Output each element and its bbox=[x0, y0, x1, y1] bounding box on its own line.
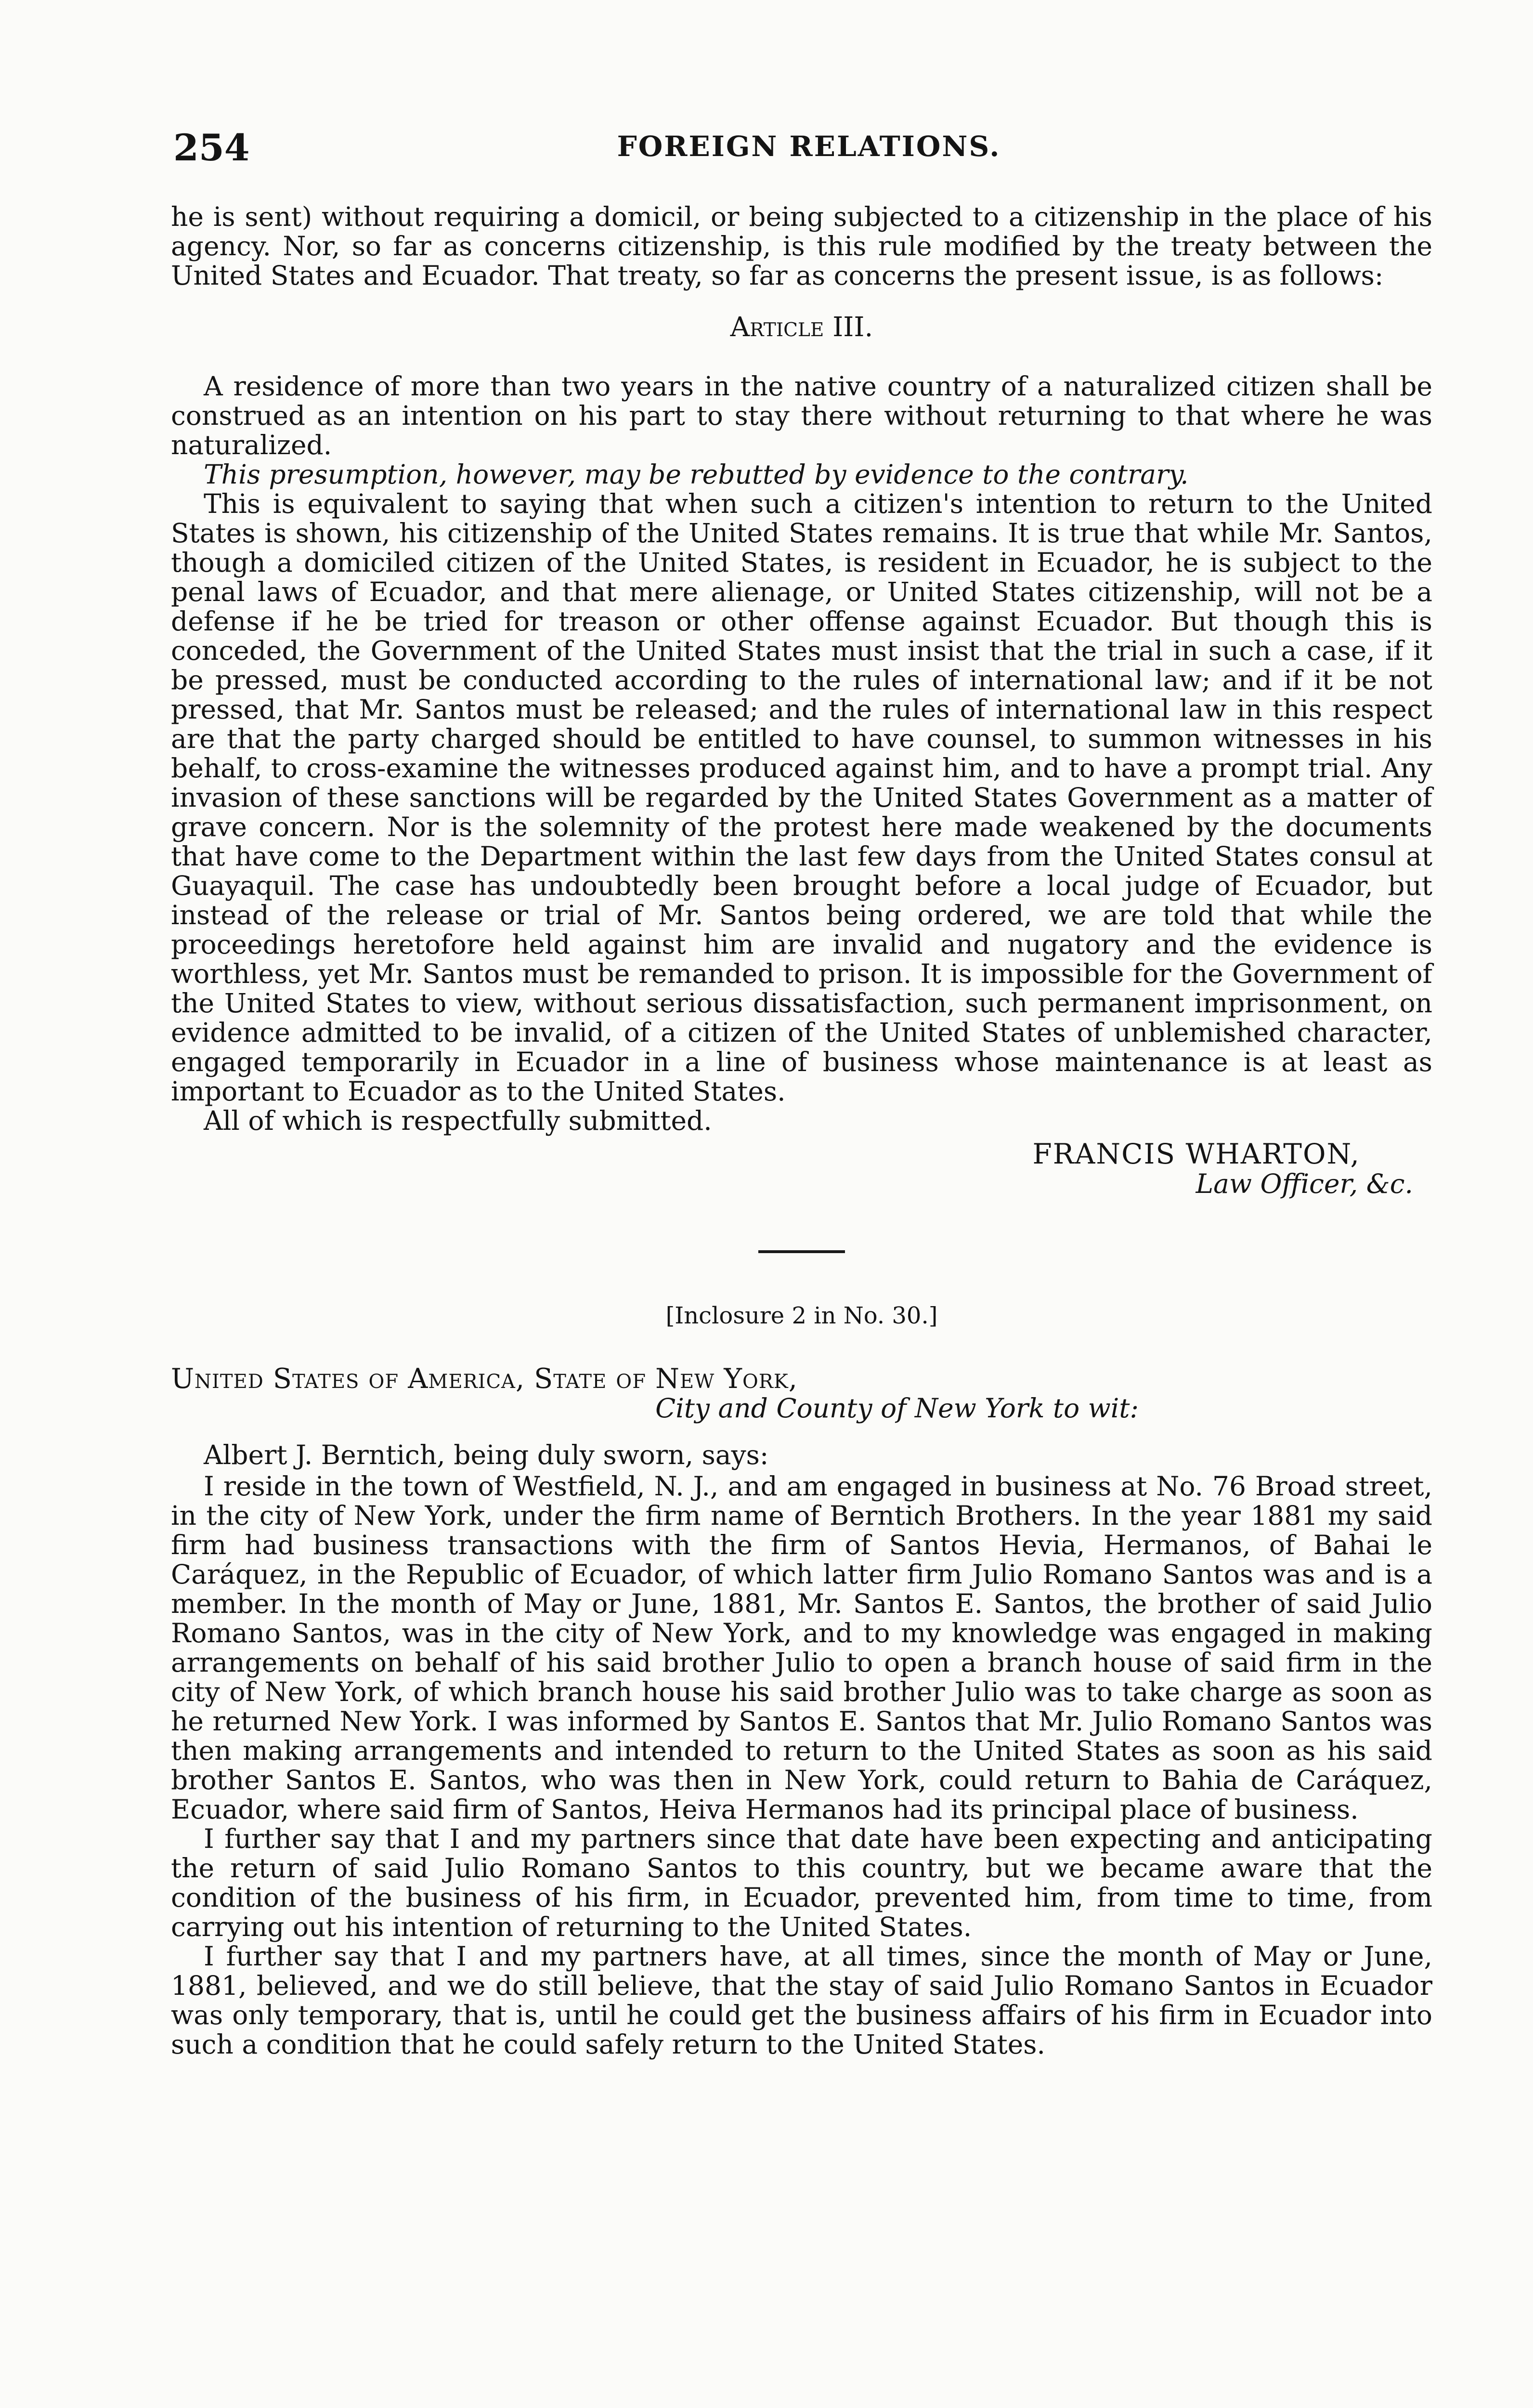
page-number: 254 bbox=[173, 126, 250, 169]
running-head: FOREIGN RELATIONS. bbox=[617, 130, 1001, 163]
signature-title: Law Officer, &c. bbox=[1195, 1168, 1413, 1199]
paragraph-closing: All of which is respectfully submitted. bbox=[204, 1105, 712, 1136]
affidavit-paragraph-1: I reside in the town of Westfield, N. J., and am engaged in business at No. 76 Broad street, in the city of New York, under the firm name of Berntich Brothers. In the year 1881 my said firm had business transactions with the firm of Santos Hevia, Hermanos, of Bahai le Caráquez, in the Republic of Ecuador, of which latter firm Julio Romano Santos was and is a member. In the month of May or June, 1881, Mr. Santos E. Santos, the brother of said Julio Romano Santos, was in the city of New York, and to my knowledge was engaged in making arrangements on behalf of his said brother Julio to open a branch house of said firm in the city of New York, of which branch house his said brother Julio was to take charge as soon as he returned New York. I was informed by Santos E. Santos that Mr. Julio Romano Santos was then making arrangements and intended to return to the United States as soon as his said brother Santos E. Santos, who was then in New York, could return to Bahia de Caráquez, Ecuador, where said firm of Santos, Heiva Hermanos had its principal place of business. bbox=[171, 1471, 1432, 1825]
paragraph-continuation: he is sent) without requiring a domicil, or being subjected to a citizenship in the place of his agency. Nor, so far as concerns citizenship, is this rule modified by the treaty between the United States and Ecuador. That treaty, so far as concerns the present issue, is as follows: bbox=[171, 201, 1432, 291]
page-body bbox=[171, 202, 1432, 2059]
article-italic-line: This presumption, however, may be rebutted by evidence to the contrary. bbox=[204, 459, 1189, 490]
signature-block bbox=[171, 1139, 1432, 1202]
inclosure-label: [Inclosure 2 in No. 30.] bbox=[665, 1302, 938, 1329]
venue-line-1: United States of America, State of New York, bbox=[171, 1363, 798, 1395]
affidavit-paragraph-2: I further say that I and my partners since that date have been expecting and anticipating the return of said Julio Romano Santos to this country, but we became aware that the condition of the business of his firm, in Ecuador, prevented him, from time to time, from carrying out his intention of returning to the United States. bbox=[171, 1823, 1432, 1942]
article-heading: Article III. bbox=[730, 312, 873, 343]
page-header bbox=[173, 126, 1444, 170]
paragraph-opinion: This is equivalent to saying that when such a citizen's intention to return to the United States is shown, his citizenship of the United States remains. It is true that while Mr. Santos, though a domiciled citizen of the United States, is resident in Ecuador, he is subject to the penal laws of Ecuador, and that mere alienage, or United States citizenship, will not be a defense if he be tried for treason or other offense against Ecuador. But though this is conceded, the Government of the United States must insist that the trial in such a case, if it be pressed, must be conducted according to the rules of international law; and if it be not pressed, that Mr. Santos must be released; and the rules of international law in this respect are that the party charged should be entitled to have counsel, to summon witnesses in his behalf, to cross-examine the witnesses produced against him, and to have a prompt trial. Any invasion of these sanctions will be regarded by the United States Government as a matter of grave concern. Nor is the solemnity of the protest here made weakened by the documents that have come to the Department within the last few days from the United States consul at Guayaquil. The case has undoubtedly been brought before a local judge of Ecuador, but instead of the release or trial of Mr. Santos being ordered, we are told that while the proceedings heretofore held against him are invalid and nugatory and the evidence is worthless, yet Mr. Santos must be remanded to prison. It is impossible for the Government of the United States to view, without serious dissatisfaction, such permanent imprisonment, on evidence admitted to be invalid, of a citizen of the United States of unblemished character, engaged temporarily in Ecuador in a line of business whose maintenance is at least as important to Ecuador as to the United States. bbox=[171, 488, 1432, 1107]
article-text: A residence of more than two years in the native country of a naturalized citizen shall be construed as an intention on his part to stay there without returning to that where he was naturalized. bbox=[171, 371, 1432, 460]
affiant-line: Albert J. Berntich, being duly sworn, says: bbox=[204, 1440, 769, 1470]
signature-name: FRANCIS WHARTON, bbox=[1032, 1138, 1360, 1170]
venue-line-2: City and County of New York to wit: bbox=[655, 1393, 1139, 1424]
affidavit-paragraph-3: I further say that I and my partners have, at all times, since the month of May or June, 1881, believed, and we do still believe, that the stay of said Julio Romano Santos in Ecuador was only temporary, that is, until he could get the business affairs of his firm in Ecuador into such a condition that he could safely return to the United States. bbox=[171, 1941, 1432, 2060]
section-divider bbox=[758, 1250, 845, 1253]
